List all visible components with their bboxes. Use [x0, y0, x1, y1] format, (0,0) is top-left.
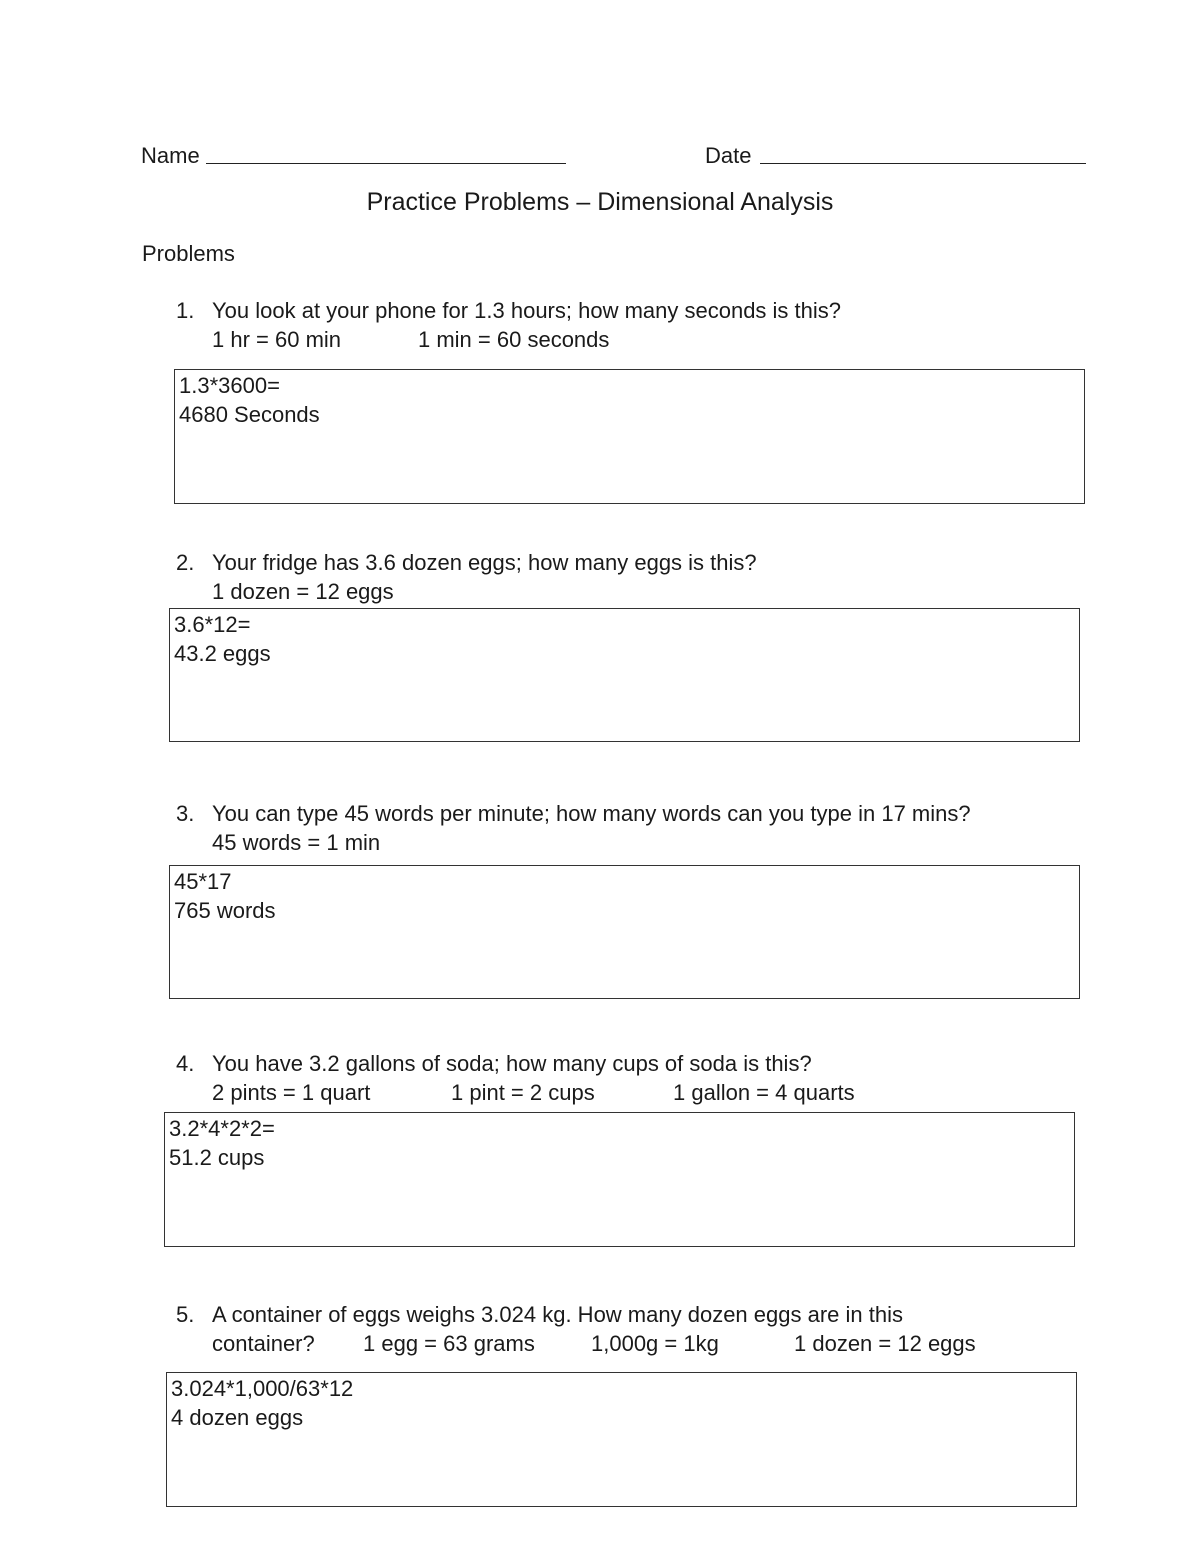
problem-1-number: 1. — [176, 298, 195, 323]
problem-1-question: You look at your phone for 1.3 hours; how many seconds is this? — [212, 298, 842, 323]
problem-3-answer-box[interactable] — [169, 865, 1080, 999]
problem-3-answer-line-1: 45*17 — [174, 869, 232, 894]
problem-4-question: You have 3.2 gallons of soda; how many cups of soda is this? — [212, 1051, 812, 1076]
problem-3-answer-line-2: 765 words — [174, 898, 276, 923]
problem-2-answer-line-2: 43.2 eggs — [174, 641, 271, 666]
problem-1-conversion-1: 1 hr = 60 min — [212, 327, 342, 352]
problem-2-answer-box[interactable] — [169, 608, 1080, 742]
problem-5-answer-box[interactable] — [166, 1372, 1077, 1507]
problem-5-conversion-1: 1 egg = 63 grams — [363, 1331, 535, 1356]
problem-3-number: 3. — [176, 801, 195, 826]
problem-1-conversion-2: 1 min = 60 seconds — [418, 327, 610, 352]
problem-1-answer-line-1: 1.3*3600= — [179, 373, 280, 398]
section-heading: Problems — [142, 241, 235, 266]
problem-2-conversion-1: 1 dozen = 12 eggs — [212, 579, 394, 604]
problem-4-number: 4. — [176, 1051, 195, 1076]
problem-3-question: You can type 45 words per minute; how many words can you type in 17 mins? — [212, 801, 971, 826]
date-label: Date — [705, 143, 752, 168]
problem-3-conversion-1: 45 words = 1 min — [212, 830, 381, 855]
problem-2-answer-line-1: 3.6*12= — [174, 612, 251, 637]
problem-4-answer-box[interactable] — [164, 1112, 1075, 1247]
problem-5-question: A container of eggs weighs 3.024 kg. How many dozen eggs are in this — [212, 1302, 903, 1327]
problem-5-answer-line-1: 3.024*1,000/63*12 — [171, 1376, 354, 1401]
date-field[interactable] — [760, 163, 1086, 164]
page-title: Practice Problems – Dimensional Analysis — [366, 188, 834, 216]
problem-2-question: Your fridge has 3.6 dozen eggs; how many eggs is this? — [212, 550, 757, 575]
problem-5-number: 5. — [176, 1302, 195, 1327]
problem-4-answer-line-2: 51.2 cups — [169, 1145, 265, 1170]
problem-4-conversion-2: 1 pint = 2 cups — [451, 1080, 595, 1105]
problem-5-answer-line-2: 4 dozen eggs — [171, 1405, 304, 1430]
name-label: Name — [141, 143, 200, 168]
name-field[interactable] — [206, 163, 566, 164]
problem-5-question-continued: container? — [212, 1331, 315, 1356]
problem-2-number: 2. — [176, 550, 195, 575]
problem-5-conversion-3: 1 dozen = 12 eggs — [794, 1331, 976, 1356]
problem-4-answer-line-1: 3.2*4*2*2= — [169, 1116, 275, 1141]
problem-1-answer-line-2: 4680 Seconds — [179, 402, 320, 427]
problem-4-conversion-1: 2 pints = 1 quart — [212, 1080, 371, 1105]
problem-4-conversion-3: 1 gallon = 4 quarts — [673, 1080, 855, 1105]
problem-1-answer-box[interactable] — [174, 369, 1085, 504]
problem-5-conversion-2: 1,000g = 1kg — [591, 1331, 719, 1356]
